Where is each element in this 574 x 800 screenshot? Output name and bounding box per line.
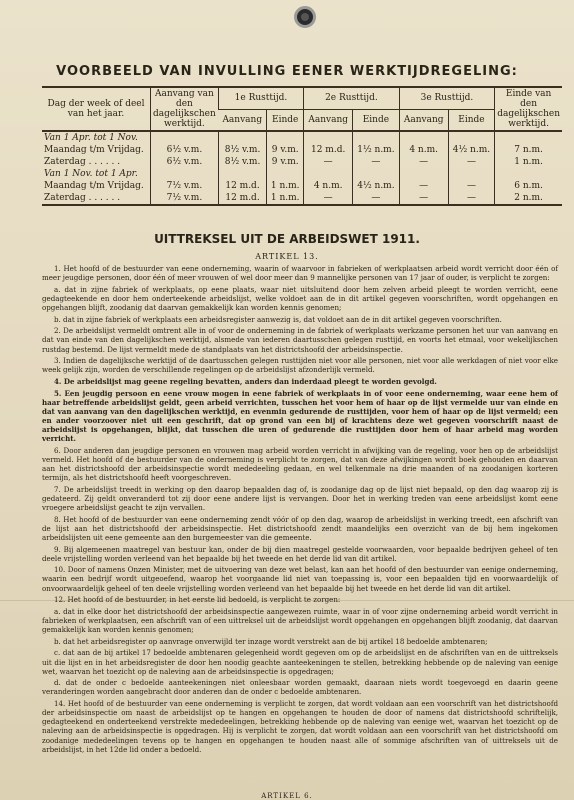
table-cell: 12 m.d. (218, 180, 266, 192)
table-cell: — (448, 156, 495, 168)
table-cell: — (304, 192, 353, 205)
table-cell: — (448, 180, 495, 192)
law-title: UITTREKSEL UIT DE ARBEIDSWET 1911. (154, 232, 420, 246)
table-cell: 9 v.m. (267, 156, 304, 168)
paragraph: b. dat het arbeidsregister op aanvrage onverwijld ter inzage wordt verstrekt aan de bij artikel 18 bedoelde ambtenaren; (54, 636, 488, 646)
schedule-table (42, 86, 562, 206)
sub-end: Einde (353, 109, 399, 131)
table-cell: 6½ v.m. (151, 144, 219, 156)
table-row (42, 180, 562, 192)
table-cell: Zaterdag . . . . . . (44, 157, 121, 167)
table-cell: 1 n.m. (267, 192, 304, 205)
footer-article: ARTIKEL 6. (261, 792, 313, 800)
table-cell: 7 n.m. (495, 144, 562, 156)
paragraph: 4. De arbeidslijst mag geene regeling bevatten, anders dan inderdaad pleegt te worden gevolgd. (54, 377, 437, 386)
table-cell: — (353, 192, 399, 205)
table-cell: 7½ v.m. (151, 180, 219, 192)
table-cell: 1 n.m. (495, 156, 562, 168)
sub-end: Einde (448, 109, 495, 131)
table-cell: Maandag t/m Vrijdag. (44, 145, 144, 155)
table-row (42, 192, 562, 205)
paragraph: 3. Indien de dagelijksche werktijd of de daartusschen gelegen rusttijden niet voor alle personen, niet voor alle werkdagen of niet voor elke week gelijk zijn, worden de verschillende regelingen op de arbeidslijst afzonderlijk vermeld. (42, 356, 558, 375)
table-cell: 12 m.d. (218, 192, 266, 205)
article-heading: ARTIKEL 13. (255, 252, 319, 261)
paragraph: c. dat aan de bij artikel 17 bedoelde ambtenaren gelegenheid wordt gegeven om op de arbeidslijst en de afschriften van en de uittreksels uit die lijst en in het arbeidsregister de door hen noodig geachte aanteekeningen te stellen, betrekking hebbende op de naleving van eenige wet, waarvan het toezicht op de naleving aan de arbeidsinspectie is opgedragen; (42, 648, 558, 676)
table-cell: 2 n.m. (495, 192, 562, 205)
table-cell: 6 n.m. (495, 180, 562, 192)
table-cell: — (399, 156, 448, 168)
group-label: Van 1 Apr. tot 1 Nov. (44, 133, 138, 143)
table-cell: 4½ n.m. (353, 180, 399, 192)
rest1-header: 1e Rusttijd. (218, 87, 303, 109)
col-day-header: Dag der week of deel van het jaar. (42, 87, 151, 131)
col-end-header: Einde van den dagelijkschen werktijd. (495, 87, 562, 131)
paragraph: d. dat de onder c bedoelde aanteekeningen niet onleesbaar worden gemaakt, daaraan niets wordt toegevoegd en daarin geene veranderingen worden aangebracht door anderen dan de onder c bedoelde ambtenaren. (42, 678, 558, 697)
rest2-header: 2e Rusttijd. (304, 87, 400, 109)
table-cell: 1½ n.m. (353, 144, 399, 156)
table-cell: Zaterdag . . . . . . (42, 192, 151, 205)
table-cell: 8½ v.m. (218, 144, 266, 156)
table-cell: 9 v.m. (267, 144, 304, 156)
group-label: Van 1 Nov. tot 1 Apr. (44, 169, 138, 179)
article-body (42, 264, 558, 756)
table-cell: 7½ v.m. (151, 192, 219, 205)
paragraph: 7. De arbeidslijst treedt in werking op den daarop bepaalden dag of, is zoodanige dag op de lijst niet bepaald, op den dag waarop zij is gedateerd. Zij geldt onveranderd tot zij door eene andere lijst is vervangen. Door het in werking treden van eene arbeidslijst komt eene vroegere arbeidslijst geacht te zijn vervallen. (42, 484, 558, 512)
table-cell: 4 n.m. (304, 180, 353, 192)
paragraph: a. dat in zijne fabriek of werkplaats, op eene plaats, waar niet uitsluitend door hem zelven arbeid pleegt te worden verricht, eene gedagteekende en door hem onderteekende arbeidslijst, welke voldoet aan de in dit artikel gegeven voorschriften, wordt opgehangen en opgehangen blijft, zoodanig dat daarvan gemakkelijk kan worden kennis genomen; (42, 284, 558, 312)
paragraph: 10. Door of namens Onzen Minister, met de uitvoering van deze wet belast, kan aan het hoofd of den bestuurder van eenige onderneming, waarin een bedrijf wordt uitgeoefend, waarop het voorgaande lid niet van toepassing is, voor een bepaalden tijd en voorwaardelijk of onvoorwaardelijk geheel of ten deele vrijstelling worden verleend van het bepaalde bij het tweede en het derde lid van dit artikel. (42, 565, 558, 593)
table-cell: Maandag t/m Vrijdag. (44, 181, 144, 191)
table-row (42, 144, 562, 156)
sub-start: Aanvang (399, 109, 448, 131)
paragraph: 12. Het hoofd of de bestuurder, in het eerste lid bedoeld, is verplicht te zorgen: (54, 595, 341, 605)
table-cell: 1 n.m. (267, 180, 304, 192)
table-cell: — (399, 192, 448, 205)
paragraph: 2. De arbeidslijst vermeldt omtrent alle in of voor de onderneming in de fabriek of werkplaats werkzame personen het uur van aanvang en dat van einde van den dagelijkschen werktijd, alsmede van iederen daartusschen gelegen rusttijd, en voorts het etmaal, voor wekelijkschen rustdag bestemd. De lijst vermeldt mede de standplaats van het districtshoofd der arbeidsinspectie. (42, 326, 558, 354)
table-cell: — (304, 156, 353, 168)
paragraph: a. dat in elke door het districtshoofd der arbeidsinspectie aangewezen ruimte, waar in of voor zijne onderneming arbeid wordt verricht in fabrieken of werkplaatsen, een afschrift van of een uittreksel uit de arbeidslijst wordt opgehangen en opgehangen blijft zoodanig, dat daarvan gemakkelijk kan worden kennis genomen; (42, 606, 558, 635)
table-cell: — (353, 156, 399, 168)
table-cell: 8½ v.m. (218, 156, 266, 168)
sub-start: Aanvang (304, 109, 353, 131)
paragraph: 5. Een jeugdig persoon en eene vrouw mogen in eene fabriek of werkplaats in of voor eene onderneming, waar eene hem of haar betreffende arbeidslijst geldt, geen arbeid verrichten, tusschen het voor hem of haar op de lijst vermelde uur van einde en dat van aanvang van den dagelijkschen werktijd, en evenmin gedurende de rusttijden, voor hem of haar op de lijst vermeld; een en ander voorzoover niet uit een geschrift, dat op grond van een bij of krachtens deze wet gegeven voorschrift naast de arbeidslijst is opgehangen, blijkt, dat tusschen die uren of gedurende die rusttijden door hem of haar arbeid mag worden verricht. (42, 388, 558, 444)
table-row (42, 156, 562, 168)
table-cell: 4½ n.m. (448, 144, 495, 156)
table-cell: 6½ v.m. (151, 156, 219, 168)
sub-end: Einde (267, 109, 304, 131)
col-start-header: Aanvang van den dagelijkschen werktijd. (151, 87, 219, 131)
table-cell: 4 n.m. (399, 144, 448, 156)
rest3-header: 3e Rusttijd. (399, 87, 495, 109)
paragraph: 8. Het hoofd of de bestuurder van eene onderneming zendt vóór of op den dag, waarop de arbeidslijst in werking treedt, een afschrift van de lijst aan het districtshoofd der arbeidsinspectie. Het districtshoofd zendt maandelijks een overzicht van de bij hem ingekomen arbeidslijsten uit eene gemeente aan den burgemeester van die gemeente. (42, 514, 558, 542)
page-title: VOORBEELD VAN INVULLING EENER WERKTIJDREGELING: (56, 64, 518, 79)
paragraph: 14. Het hoofd of de bestuurder van eene onderneming is verplicht te zorgen, dat wordt voldaan aan een voorschrift van het districtshoofd der arbeidsinspectie om naast de arbeidslijst op te hangen en opgehangen te houden de door of namens dat districtshoofd schriftelijk, gedagteekend en onderteekend verstrekte mededeelingen, betrekking hebbende op de naleving van eenige wet, waarvan het toezicht op de naleving aan de arbeidsinspectie is opgedragen. Hij is verplicht te zorgen, dat wordt voldaan aan een voorschrift van het districtshoofd om zoodanige mededeelingen tevens op te hangen en opgehangen te houden naast alle of sommige afschriften van of uittreksels uit de arbeidslijst, in het 12de lid onder a bedoeld. (42, 699, 558, 754)
sub-start: Aanvang (218, 109, 266, 131)
table-cell: 12 m.d. (304, 144, 353, 156)
table-cell: — (448, 192, 495, 205)
paragraph: 6. Door anderen dan jeugdige personen en vrouwen mag arbeid worden verricht in afwijking van de regeling, voor hen op de arbeidslijst vermeld. Het hoofd of de bestuurder van de onderneming is verplicht te zorgen, dat van deze afwijkingen wordt boek gehouden en daarvan aan het districtshoofd der arbeidsinspectie wordt mededeeling gedaan, en wel telkenmale na drie maanden of na zoodanigen korteren termijn, als het districtshoofd heeft voorgeschreven. (42, 445, 558, 483)
paragraph: 1. Het hoofd of de bestuurder van eene onderneming, waarin of waarvoor in fabrieken of werkplaatsen arbeid wordt verricht door één of meer jeugdige personen, door één of meer vrouwen of wel door meer dan 9 mannelijke personen van 17 jaar of ouder, is verplicht te zorgen: (42, 264, 558, 283)
fold-line (0, 600, 574, 601)
paragraph: 9. Bij algemeenen maatregel van bestuur kan, onder de bij dien maatregel gestelde voorwaarden, voor bepaalde bedrijven geheel of ten deele vrijstelling worden verleend van het bepaalde bij het tweede en het derde lid van dit artikel. (42, 544, 558, 563)
table-cell: — (399, 180, 448, 192)
paragraph: b. dat in zijne fabriek of werkplaats een arbeidsregister aanwezig is, dat voldoet aan de in dit artikel gegeven voorschriften. (54, 314, 502, 324)
punch-hole-icon (294, 6, 316, 28)
